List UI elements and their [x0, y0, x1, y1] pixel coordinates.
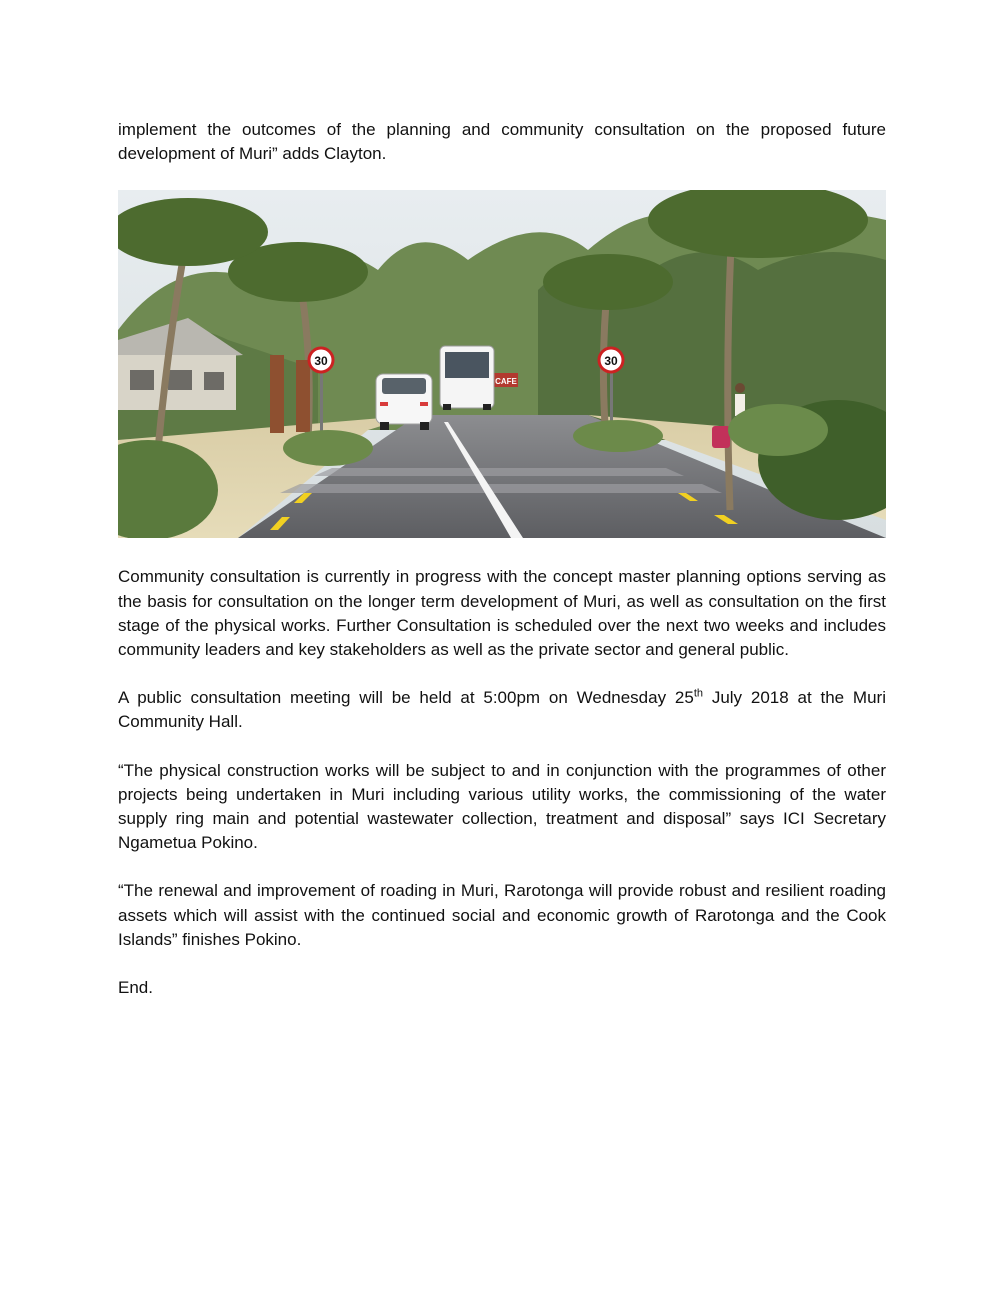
wooden-post-1 — [270, 355, 284, 433]
speed-sign-left-label: 30 — [314, 354, 328, 369]
crossing-band-2 — [280, 484, 722, 493]
meeting-text-end: July 2018 at the Muri Community Hall. — [118, 688, 886, 732]
date-ordinal-suffix: th — [693, 687, 703, 700]
document-page — [118, 118, 886, 1000]
paragraph-community-consultation: Community consultation is currently in progress with the concept master planning options serving as the basis for consultation on the longer term development of Muri, as well as consultation on the first stage of the physical works. Further Consultation is scheduled over the next two weeks and includes community leaders and key stakeholders as well as the private sector and general public. — [118, 567, 886, 660]
crossing-band-1 — [314, 468, 684, 476]
road-illustration-svg — [118, 190, 886, 538]
cafe-sign-label: CAFE — [495, 377, 517, 387]
wooden-post-2 — [296, 360, 310, 432]
car — [376, 374, 432, 430]
paragraph-construction-quote: “The physical construction works will be subject to and in conjunction with the programmes of other projects being undertaken in Muri including various utility works, the commissioning of the water supply ring main and potential wastewater collection, treatment and disposal” says ICI Secretary Ngametua Pokino. — [118, 760, 886, 853]
bus — [440, 346, 494, 410]
speed-sign-right-label: 30 — [604, 354, 618, 369]
road-concept-illustration — [118, 190, 886, 538]
paragraph-roading-quote: “The renewal and improvement of roading in Muri, Rarotonga will provide robust and resilient roading assets which will assist with the continued social and economic growth of Rarotonga and the Cook Islands” finishes Pokino. — [118, 881, 886, 949]
cafe-sign — [494, 373, 518, 387]
paragraph-end: End. — [118, 978, 153, 998]
meeting-text-start: A public consultation meeting will be held at 5:00pm on Wednesday 25 — [118, 688, 694, 708]
paragraph-intro: implement the outcomes of the planning and community consultation on the proposed future development of Muri” adds Clayton. — [118, 120, 886, 164]
paragraph-public-meeting — [118, 686, 886, 734]
